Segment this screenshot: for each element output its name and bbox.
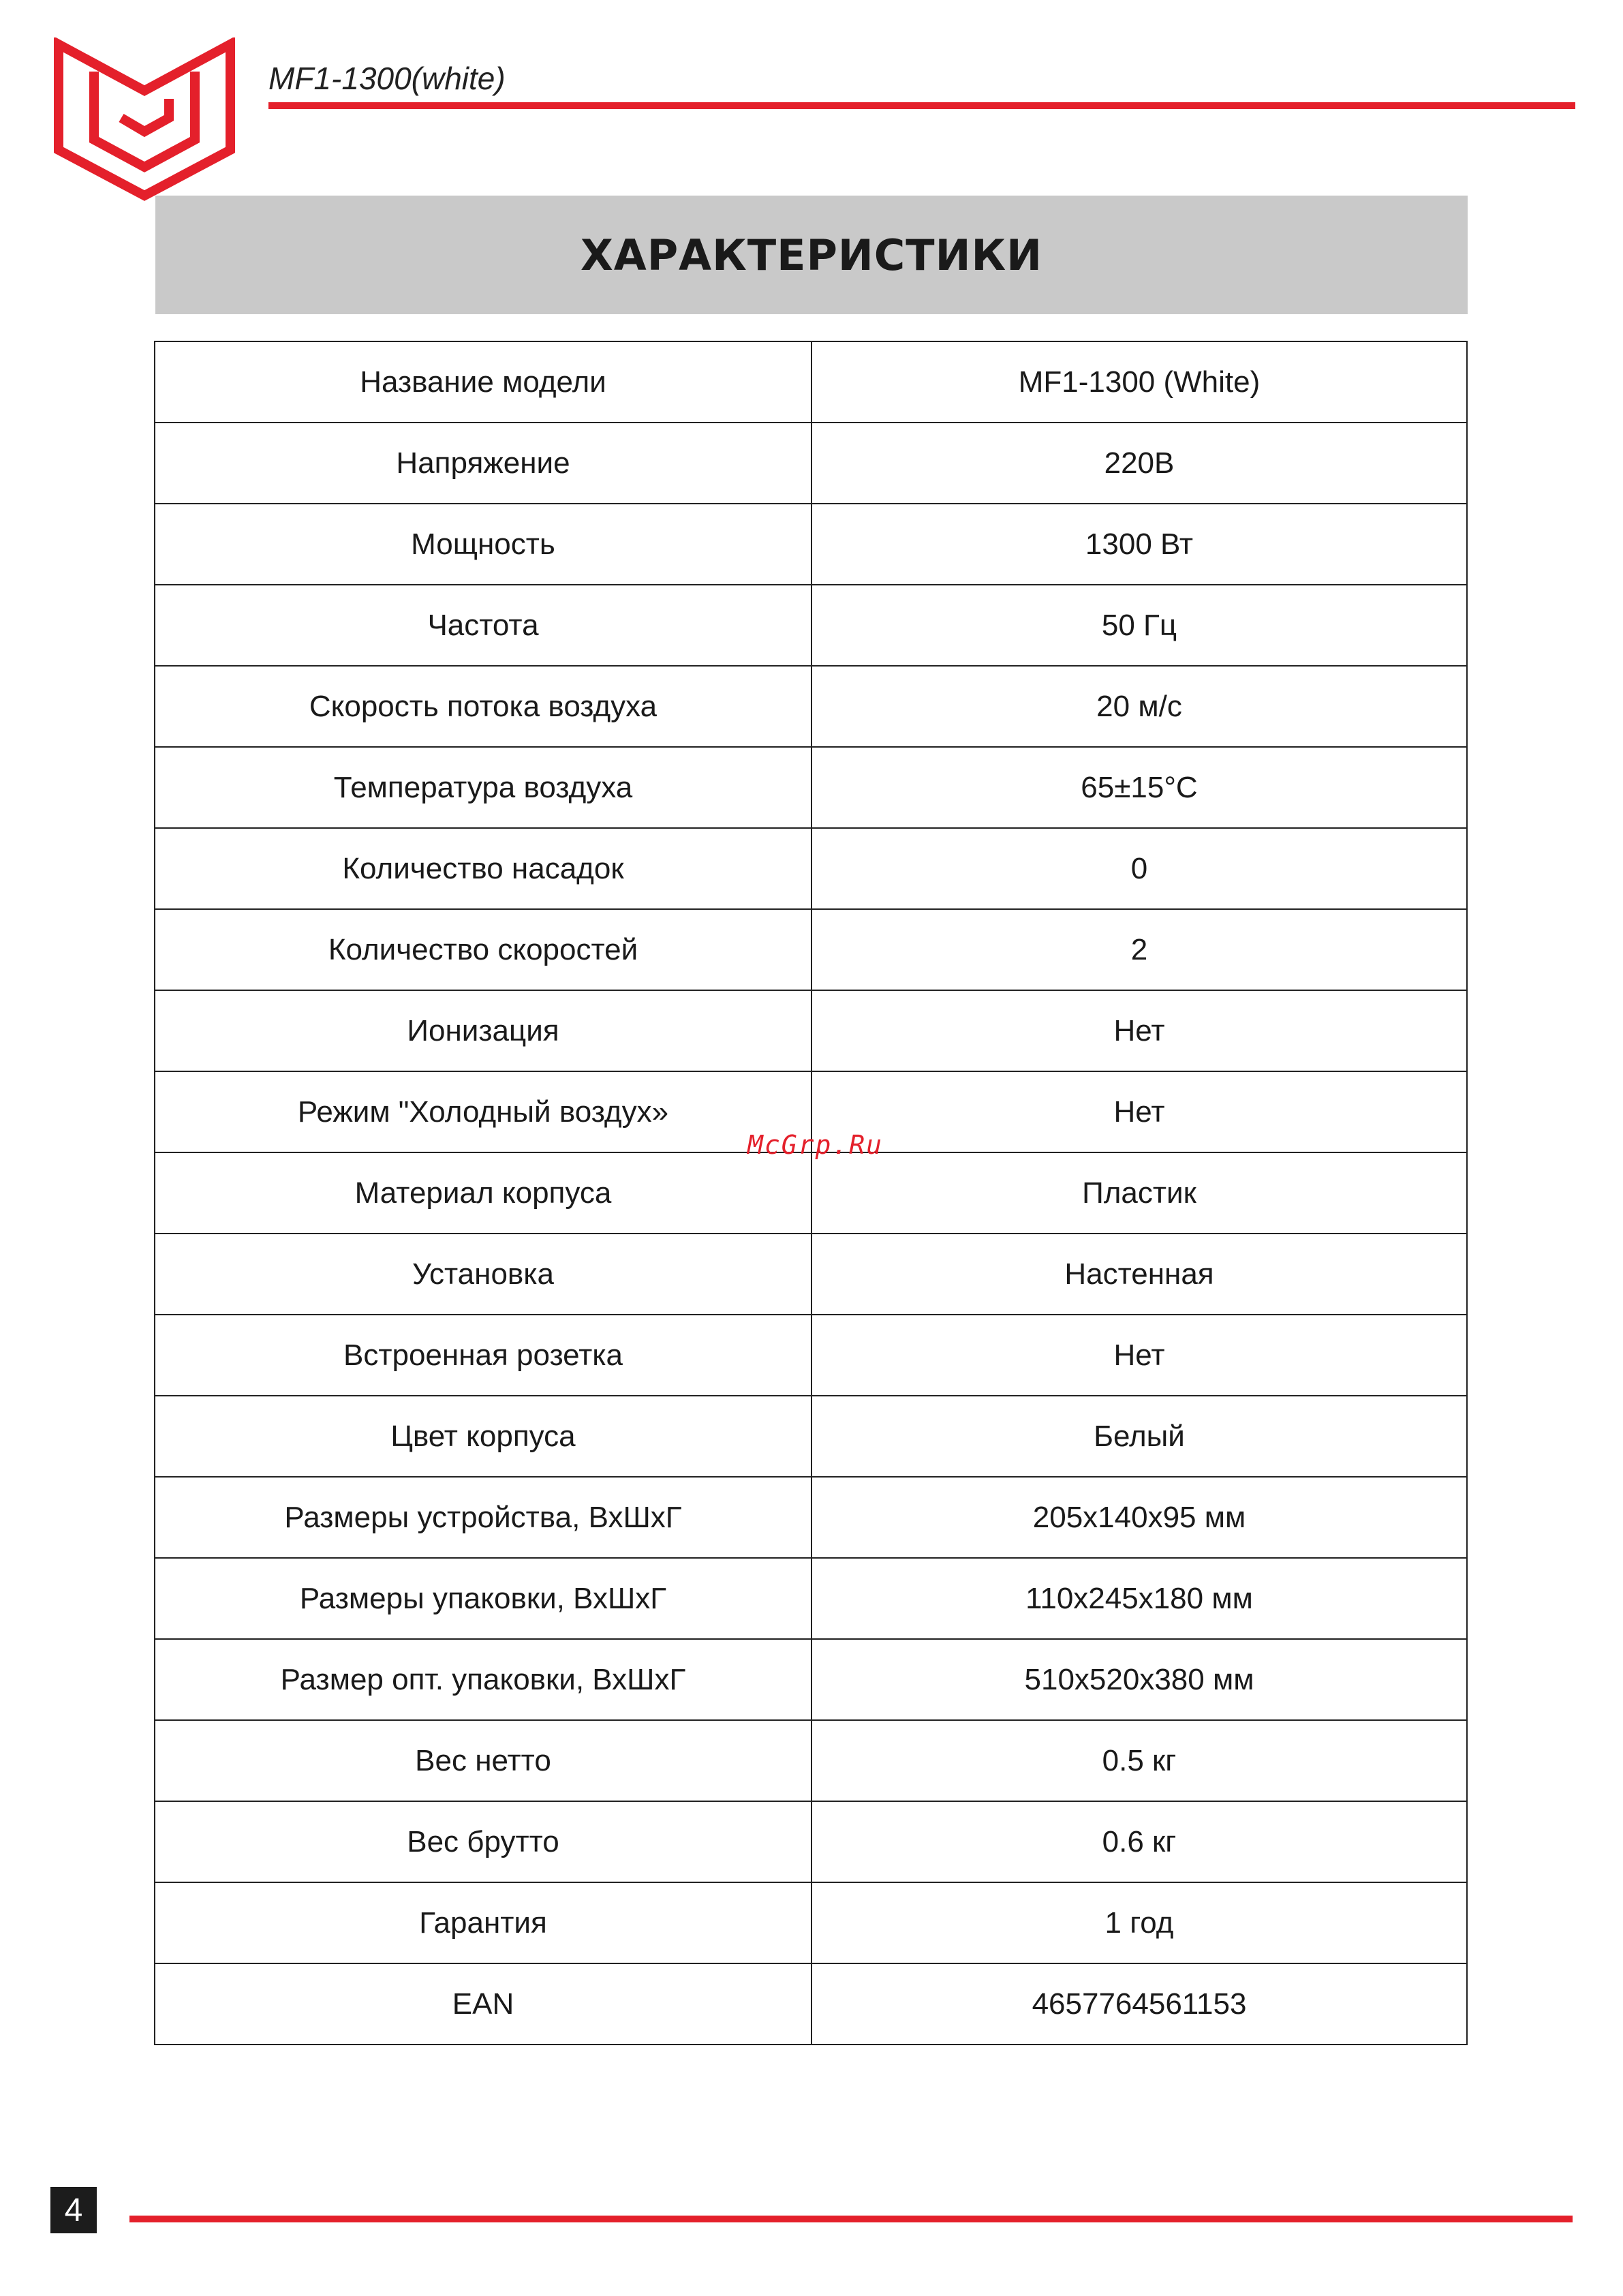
spec-label: EAN bbox=[155, 1963, 812, 2045]
spec-value: 110х245х180 мм bbox=[812, 1558, 1467, 1639]
table-row bbox=[155, 747, 1467, 828]
spec-value: 4657764561153 bbox=[812, 1963, 1467, 2045]
table-row bbox=[155, 504, 1467, 585]
table-row bbox=[155, 1639, 1467, 1720]
table-row bbox=[155, 828, 1467, 909]
spec-value: Настенная bbox=[812, 1234, 1467, 1315]
spec-label: Установка bbox=[155, 1234, 812, 1315]
page-title: ХАРАКТЕРИСТИКИ bbox=[580, 230, 1043, 280]
table-row bbox=[155, 909, 1467, 990]
table-row bbox=[155, 1558, 1467, 1639]
specs-table bbox=[154, 341, 1468, 2045]
table-row bbox=[155, 1315, 1467, 1396]
table-row bbox=[155, 990, 1467, 1071]
table-row bbox=[155, 423, 1467, 504]
spec-value: 510х520х380 мм bbox=[812, 1639, 1467, 1720]
spec-label: Ионизация bbox=[155, 990, 812, 1071]
table-row bbox=[155, 1152, 1467, 1234]
spec-label: Цвет корпуса bbox=[155, 1396, 812, 1477]
spec-value: 0 bbox=[812, 828, 1467, 909]
spec-value: Нет bbox=[812, 1071, 1467, 1152]
spec-value: 0.6 кг bbox=[812, 1801, 1467, 1882]
table-row bbox=[155, 1963, 1467, 2045]
spec-value: Нет bbox=[812, 990, 1467, 1071]
table-row bbox=[155, 341, 1467, 423]
table-row bbox=[155, 1801, 1467, 1882]
spec-value: 205х140х95 мм bbox=[812, 1477, 1467, 1558]
table-row bbox=[155, 666, 1467, 747]
spec-value: 65±15°C bbox=[812, 747, 1467, 828]
spec-label: Мощность bbox=[155, 504, 812, 585]
table-row bbox=[155, 1882, 1467, 1963]
spec-value: Нет bbox=[812, 1315, 1467, 1396]
spec-value: 220В bbox=[812, 423, 1467, 504]
spec-label: Материал корпуса bbox=[155, 1152, 812, 1234]
spec-label: Напряжение bbox=[155, 423, 812, 504]
spec-label: Вес нетто bbox=[155, 1720, 812, 1801]
spec-label: Размер опт. упаковки, ВхШхГ bbox=[155, 1639, 812, 1720]
spec-value: 50 Гц bbox=[812, 585, 1467, 666]
spec-label: Название модели bbox=[155, 341, 812, 423]
table-row bbox=[155, 1234, 1467, 1315]
spec-label: Вес брутто bbox=[155, 1801, 812, 1882]
spec-value: 20 м/с bbox=[812, 666, 1467, 747]
spec-value: 1300 Вт bbox=[812, 504, 1467, 585]
spec-label: Частота bbox=[155, 585, 812, 666]
brand-logo bbox=[53, 37, 236, 201]
table-row bbox=[155, 585, 1467, 666]
header-model-label: MF1-1300(white) bbox=[268, 61, 506, 96]
header-rule bbox=[268, 102, 1575, 109]
footer-rule bbox=[129, 2216, 1573, 2222]
spec-label: Размеры устройства, ВхШхГ bbox=[155, 1477, 812, 1558]
spec-label: Режим "Холодный воздух» bbox=[155, 1071, 812, 1152]
spec-label: Количество скоростей bbox=[155, 909, 812, 990]
spec-value: 2 bbox=[812, 909, 1467, 990]
table-row bbox=[155, 1720, 1467, 1801]
spec-value: MF1-1300 (White) bbox=[812, 341, 1467, 423]
spec-label: Количество насадок bbox=[155, 828, 812, 909]
spec-value: 1 год bbox=[812, 1882, 1467, 1963]
table-row bbox=[155, 1396, 1467, 1477]
table-row bbox=[155, 1477, 1467, 1558]
spec-value: Белый bbox=[812, 1396, 1467, 1477]
spec-value: Пластик bbox=[812, 1152, 1467, 1234]
spec-label: Скорость потока воздуха bbox=[155, 666, 812, 747]
watermark: McGrp.Ru bbox=[747, 1130, 884, 1160]
spec-label: Встроенная розетка bbox=[155, 1315, 812, 1396]
spec-value: 0.5 кг bbox=[812, 1720, 1467, 1801]
spec-label: Гарантия bbox=[155, 1882, 812, 1963]
page-number: 4 bbox=[50, 2187, 97, 2233]
title-bar bbox=[155, 196, 1468, 314]
spec-label: Размеры упаковки, ВхШхГ bbox=[155, 1558, 812, 1639]
spec-label: Температура воздуха bbox=[155, 747, 812, 828]
